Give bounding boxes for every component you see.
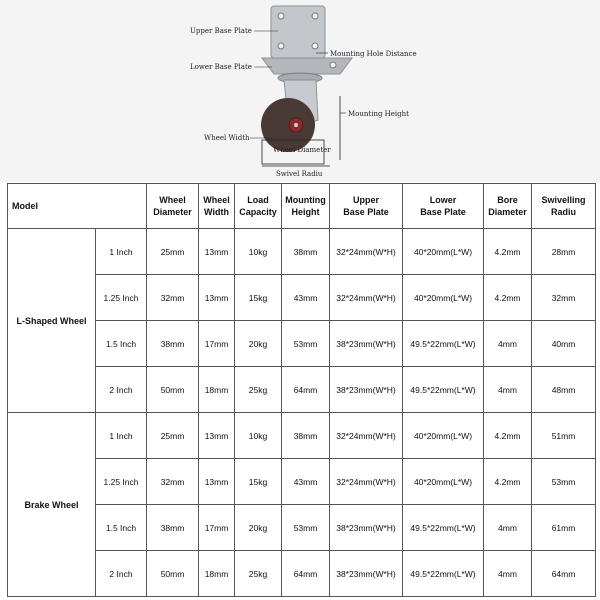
cell-lower-base-plate: 40*20mm(L*W) <box>403 459 484 505</box>
table-row <box>8 459 596 505</box>
table-row <box>8 505 596 551</box>
cell-load-capacity: 25kg <box>235 367 282 413</box>
cell-load-capacity: 20kg <box>235 321 282 367</box>
cell-size: 1.25 Inch <box>96 275 147 321</box>
cell-load-capacity: 10kg <box>235 413 282 459</box>
cell-bore-diameter: 4mm <box>484 367 532 413</box>
cell-wheel-width: 13mm <box>199 229 235 275</box>
cell-bore-diameter: 4mm <box>484 551 532 597</box>
cell-bore-diameter: 4.2mm <box>484 275 532 321</box>
mounting-hole <box>330 62 336 68</box>
cell-wheel-diameter: 32mm <box>147 459 199 505</box>
cell-mounting-height: 43mm <box>282 275 330 321</box>
cell-swivelling-radius: 48mm <box>532 367 596 413</box>
header-text: Swivelling <box>541 195 586 205</box>
label-mounting-hole-distance: Mounting Hole Distance <box>330 50 417 58</box>
cell-size: 1 Inch <box>96 413 147 459</box>
cell-swivelling-radius: 64mm <box>532 551 596 597</box>
mounting-hole <box>312 43 318 49</box>
header-text: Wheel <box>159 195 186 205</box>
cell-swivelling-radius: 51mm <box>532 413 596 459</box>
label-lower-base-plate: Lower Base Plate <box>190 63 252 71</box>
cell-size: 2 Inch <box>96 551 147 597</box>
caster-diagram <box>0 0 600 182</box>
spec-table <box>7 183 596 597</box>
header-text: Upper <box>352 195 379 205</box>
cell-swivelling-radius: 32mm <box>532 275 596 321</box>
header-text: Base Plate <box>343 207 389 217</box>
cell-upper-base-plate: 32*24mm(W*H) <box>330 275 403 321</box>
header-text: Wheel <box>203 195 230 205</box>
cell-mounting-height: 64mm <box>282 551 330 597</box>
cell-bore-diameter: 4.2mm <box>484 459 532 505</box>
cell-load-capacity: 15kg <box>235 459 282 505</box>
cell-load-capacity: 25kg <box>235 551 282 597</box>
header-text: Height <box>291 207 320 217</box>
cell-load-capacity: 20kg <box>235 505 282 551</box>
cell-wheel-diameter: 50mm <box>147 551 199 597</box>
label-wheel-diameter: Wheel Diameter <box>273 146 331 154</box>
cell-lower-base-plate: 49.5*22mm(L*W) <box>403 551 484 597</box>
table-row <box>8 275 596 321</box>
group-label: L-Shaped Wheel <box>8 229 96 413</box>
header-bore-diameter <box>484 184 532 229</box>
header-text: Width <box>204 207 229 217</box>
cell-lower-base-plate: 40*20mm(L*W) <box>403 275 484 321</box>
cell-lower-base-plate: 40*20mm(L*W) <box>403 229 484 275</box>
header-wheel-diameter <box>147 184 199 229</box>
cell-size: 1.25 Inch <box>96 459 147 505</box>
cell-load-capacity: 15kg <box>235 275 282 321</box>
table-row <box>8 321 596 367</box>
mounting-hole <box>278 43 284 49</box>
cell-mounting-height: 53mm <box>282 505 330 551</box>
cell-load-capacity: 10kg <box>235 229 282 275</box>
label-wheel-width: Wheel Width <box>204 134 250 142</box>
table-row <box>8 367 596 413</box>
cell-wheel-width: 13mm <box>199 459 235 505</box>
cell-size: 2 Inch <box>96 367 147 413</box>
cell-upper-base-plate: 38*23mm(W*H) <box>330 367 403 413</box>
cell-mounting-height: 43mm <box>282 459 330 505</box>
cell-upper-base-plate: 32*24mm(W*H) <box>330 459 403 505</box>
cell-bore-diameter: 4.2mm <box>484 229 532 275</box>
lower-base-plate-shape <box>262 58 352 74</box>
cell-wheel-width: 17mm <box>199 505 235 551</box>
cell-swivelling-radius: 40mm <box>532 321 596 367</box>
wheel-shape <box>261 98 315 152</box>
cell-lower-base-plate: 49.5*22mm(L*W) <box>403 505 484 551</box>
header-text: Base Plate <box>420 207 466 217</box>
table-row <box>8 413 596 459</box>
cell-bore-diameter: 4mm <box>484 321 532 367</box>
cell-lower-base-plate: 49.5*22mm(L*W) <box>403 321 484 367</box>
group-label: Brake Wheel <box>8 413 96 597</box>
label-mounting-height: Mounting Height <box>348 110 409 118</box>
cell-wheel-width: 13mm <box>199 275 235 321</box>
cell-upper-base-plate: 38*23mm(W*H) <box>330 551 403 597</box>
cell-wheel-width: 18mm <box>199 551 235 597</box>
cell-wheel-diameter: 38mm <box>147 321 199 367</box>
cell-upper-base-plate: 32*24mm(W*H) <box>330 229 403 275</box>
header-row <box>8 184 596 229</box>
header-model: Model <box>8 184 147 229</box>
header-swivelling-radius <box>532 184 596 229</box>
cell-swivelling-radius: 53mm <box>532 459 596 505</box>
mounting-hole <box>312 13 318 19</box>
header-text: Lower <box>429 195 457 205</box>
cell-upper-base-plate: 38*23mm(W*H) <box>330 505 403 551</box>
header-text: Mounting <box>285 195 326 205</box>
header-upper-base-plate <box>330 184 403 229</box>
cell-mounting-height: 53mm <box>282 321 330 367</box>
cell-wheel-diameter: 50mm <box>147 367 199 413</box>
cell-upper-base-plate: 38*23mm(W*H) <box>330 321 403 367</box>
cell-lower-base-plate: 40*20mm(L*W) <box>403 413 484 459</box>
cell-wheel-diameter: 38mm <box>147 505 199 551</box>
cell-mounting-height: 64mm <box>282 367 330 413</box>
label-upper-base-plate: Upper Base Plate <box>190 27 252 35</box>
header-load-capacity <box>235 184 282 229</box>
cell-wheel-diameter: 25mm <box>147 229 199 275</box>
cell-wheel-diameter: 25mm <box>147 413 199 459</box>
header-text: Diameter <box>153 207 192 217</box>
cell-wheel-diameter: 32mm <box>147 275 199 321</box>
cell-bore-diameter: 4.2mm <box>484 413 532 459</box>
cell-size: 1 Inch <box>96 229 147 275</box>
cell-wheel-width: 17mm <box>199 321 235 367</box>
header-text: Radiu <box>550 207 576 217</box>
label-swivel-radius: Swivel Radiu <box>276 170 323 178</box>
table-row <box>8 551 596 597</box>
mounting-hole <box>278 13 284 19</box>
header-text: Capacity <box>239 207 277 217</box>
cell-bore-diameter: 4mm <box>484 505 532 551</box>
cell-size: 1.5 Inch <box>96 505 147 551</box>
header-lower-base-plate <box>403 184 484 229</box>
header-text: Diameter <box>488 207 527 217</box>
cell-size: 1.5 Inch <box>96 321 147 367</box>
caster-illustration <box>0 0 600 182</box>
cell-wheel-width: 18mm <box>199 367 235 413</box>
header-wheel-width <box>199 184 235 229</box>
header-mounting-height <box>282 184 330 229</box>
cell-upper-base-plate: 32*24mm(W*H) <box>330 413 403 459</box>
cell-mounting-height: 38mm <box>282 229 330 275</box>
cell-mounting-height: 38mm <box>282 413 330 459</box>
cell-swivelling-radius: 61mm <box>532 505 596 551</box>
cell-lower-base-plate: 49.5*22mm(L*W) <box>403 367 484 413</box>
axle <box>294 123 298 127</box>
cell-wheel-width: 13mm <box>199 413 235 459</box>
header-text: Bore <box>497 195 518 205</box>
table-row <box>8 229 596 275</box>
header-text: Load <box>247 195 269 205</box>
cell-swivelling-radius: 28mm <box>532 229 596 275</box>
